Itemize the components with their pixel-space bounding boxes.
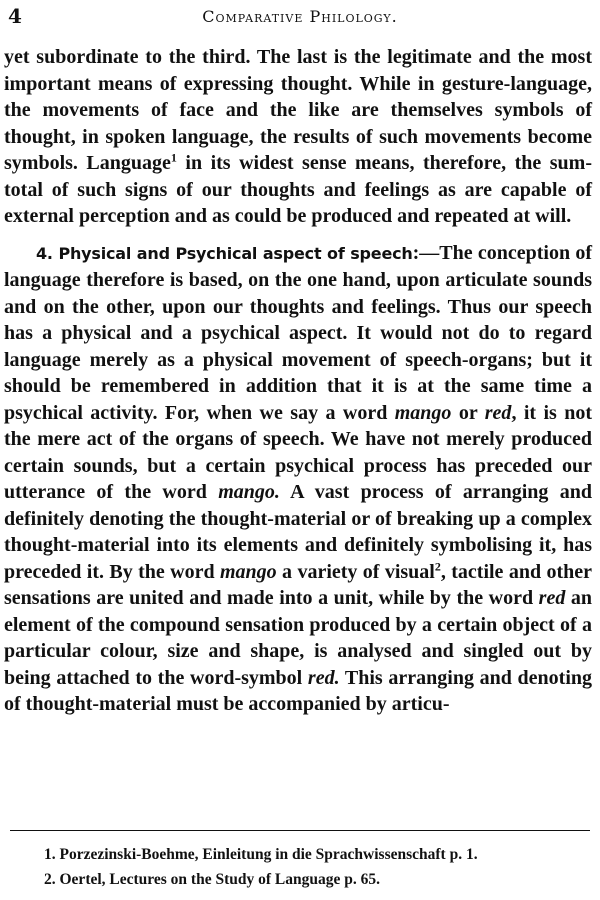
word-mango-1: mango: [394, 401, 452, 424]
page-number: 4: [8, 4, 22, 28]
paragraph-2-text-1: The conception of language therefore is based, on the one hand, upon articulate sounds and on the other, upon our thoughts and feelings. Thus our speech has a physical and a psychical aspect. It would not do to regard language merely as a physical movement of speech-organs; but it should be remembered in addition that it is at the same time a psychical activity. For, when we say a word: [4, 241, 592, 424]
word-mango-3: mango: [219, 560, 277, 583]
footnotes: [44, 842, 592, 892]
footnote-ref-2: 2: [434, 558, 441, 573]
paragraph-1: [4, 44, 592, 230]
paragraph-2: [4, 240, 592, 718]
paragraph-2-text-7: an element of the compound sensation produced by a certain object of a particular colour, size and shape, is analysed and singled out by being attached to the word-symbol: [4, 587, 593, 689]
word-red-2: red: [538, 587, 566, 609]
word-red-3: red.: [307, 666, 340, 689]
footnote-ref-1: 1: [170, 150, 177, 165]
word-mango-2: mango.: [218, 481, 280, 503]
paragraph-2-text-4: A vast process of arranging and definitely denoting the thought-material or of breaking up a complex thought-material into its elements and definitely symbolising it, has preceded it. By the word: [4, 481, 592, 583]
running-head: Comparative Philology.: [202, 7, 398, 26]
footnote-2: 2. Oertel, Lectures on the Study of Language p. 65.: [44, 871, 380, 888]
footnote-1: 1. Porzezinski-Boehme, Einleitung in die Sprachwissenschaft p. 1.: [44, 846, 478, 863]
word-red-1: red: [484, 401, 512, 424]
body-text: [4, 44, 592, 718]
paragraph-2-text-2: or: [451, 401, 485, 424]
paragraph-1-text-b: in its widest sense means, therefore, the sum-total of such signs of our thoughts and feelings as are capable of external perception and as could be produced and repeated at will.: [4, 152, 592, 227]
paragraph-1-text-a: yet subordinate to the third. The last is the legitimate and the most important means of expressing thought. While in gesture-language, the movements of face and the like are themselves symbols of thought, in spoken language, the results of such movements become symbols. Language: [4, 46, 592, 174]
section-heading: 4. Physical and Psychical aspect of speech: [36, 243, 413, 263]
paragraph-2-text-3: , it is not the mere act of the organs of speech. We have not merely produced certain sounds, but a certain psychical process has preceded our utterance of the word: [4, 401, 592, 503]
paragraph-2-text-5: a variety of visual: [276, 560, 435, 583]
footnote-divider: [10, 830, 590, 831]
page-header: [8, 4, 592, 28]
paragraph-2-text-8: This arranging and denoting of thought-material must be accompanied by articu-: [4, 666, 592, 715]
paragraph-2-text-6: , tactile and other sensations are united and made into a unit, while by the word: [4, 560, 592, 609]
heading-dash: :—: [412, 241, 440, 264]
